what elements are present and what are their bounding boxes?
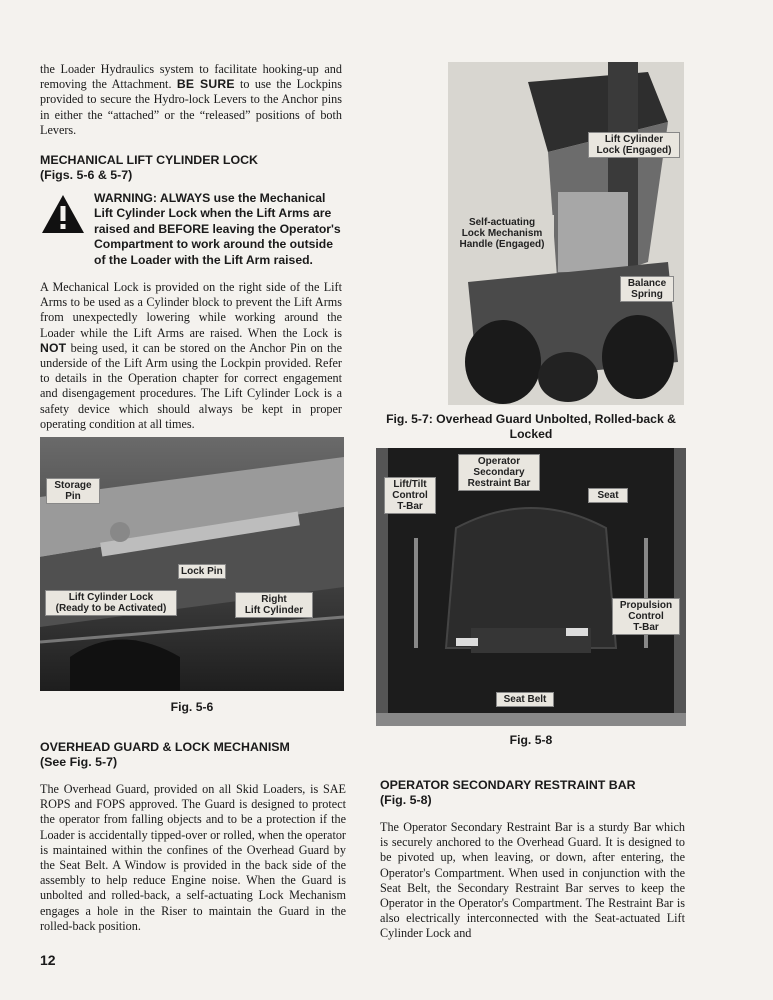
label-propulsion-control: Propulsion Control T-Bar [612, 598, 680, 635]
label-balance-spring: Balance Spring [620, 276, 674, 302]
label-lock-pin: Lock Pin [178, 564, 226, 579]
figure-5-8-photo [376, 448, 686, 726]
overhead-guard-section [40, 740, 346, 934]
overhead-guard-heading: OVERHEAD GUARD & LOCK MECHANISM [40, 740, 290, 754]
intro-text-post: to use the Lockpins provided to secure the Hydro-lock Levers to the Anchor pins in either the “attached” or the “released” positions of both Levers. [40, 77, 343, 137]
warning-text: WARNING: ALWAYS use the Mechanical Lift Cylinder Lock when the Lift Arms are raised and BEFORE leaving the Operator's Compartment to work around the outside of the Loader with the Lift Arm raised. [94, 191, 341, 267]
mech-emphasis: NOT [40, 340, 67, 355]
restraint-bar-section [380, 778, 685, 942]
label-lift-cylinder-lock-engaged: Lift Cylinder Lock (Engaged) [588, 132, 680, 158]
restraint-bar-paragraph: The Operator Secondary Restraint Bar is a sturdy Bar which is securely anchored to the Overhead Guard. It is designed to be pivoted up, when leaving, or down, after entering, the Operator's Compartment. When used in conjunction with the Seat Belt, the Secondary Restraint Bar serves to keep the Operator in the Operator's Compartment. The Restraint Bar is also electrically interconnected with the Seat-actuated Lift Cylinder Lock and [380, 820, 685, 941]
mech-lock-paragraph [40, 280, 342, 432]
intro-paragraph [40, 62, 342, 138]
intro-emphasis: BE SURE [176, 77, 235, 92]
mech-lock-subheading: (Figs. 5-6 & 5-7) [40, 168, 133, 183]
figure-5-6-caption: Fig. 5-6 [170, 700, 214, 714]
figure-5-8-caption: Fig. 5-8 [509, 733, 553, 747]
overhead-guard-paragraph: The Overhead Guard, provided on all Skid Loaders, is SAE ROPS and FOPS approved. The Guard is designed to protect the operator from falling objects and to be a protection if the Loader is accidentally tipped-over or rolled, when the operator is maintained within the confines of the Overhead Guard by the Seat Belt. A Window is provided in the back side of the assembly to help reduce Engine noise. When the Guard is unbolted and rolled-back, a self-actuating Lock Mechanism engages a hole in the Riser to maintain the Guard in the rolled-back position. [40, 782, 346, 933]
label-seat-belt: Seat Belt [496, 692, 554, 707]
label-self-actuating-lock: Self-actuating Lock Mechanism Handle (Engaged) [450, 215, 554, 252]
figure-5-6-photo [40, 437, 344, 691]
mech-text-post: being used, it can be stored on the Anchor Pin on the underside of the Lift Arm using the Lockpin provided. Refer to details in the Operation chapter for correct engagement and disengagement procedures. The Lift Cylinder Lock is a safety device which should always be kept in proper operating condition at all times. [40, 340, 342, 431]
mech-lock-heading: MECHANICAL LIFT CYLINDER LOCK [40, 153, 258, 168]
label-seat: Seat [588, 488, 628, 503]
warning-triangle-icon [40, 193, 86, 235]
restraint-bar-subheading: (Fig. 5-8) [380, 793, 432, 807]
figure-5-7-photo [448, 62, 684, 405]
warning-block [40, 191, 342, 268]
left-column [40, 62, 342, 432]
label-lift-cylinder-lock: Lift Cylinder Lock (Ready to be Activated) [45, 590, 177, 616]
page-number: 12 [40, 952, 56, 968]
label-right-lift-cylinder: Right Lift Cylinder [235, 592, 313, 618]
mech-text-pre: A Mechanical Lock is provided on the right side of the Lift Arms to be used as a Cylinder block to prevent the Lift Arms from unexpectedly lowering while working around the Loader while the Lift Arms are raised. When the Lock is [40, 280, 342, 340]
intro-text-pre: the Loader Hydraulics system to facilitate hooking-up and removing the Attachment. [40, 62, 342, 92]
label-storage-pin: Storage Pin [46, 478, 100, 504]
label-operator-secondary-restraint-bar: Operator Secondary Restraint Bar [458, 454, 540, 491]
restraint-bar-heading: OPERATOR SECONDARY RESTRAINT BAR [380, 778, 636, 792]
figure-5-7-caption: Fig. 5-7: Overhead Guard Unbolted, Rolled-back & Locked [386, 412, 676, 441]
overhead-guard-subheading: (See Fig. 5-7) [40, 755, 118, 769]
label-lift-tilt-control: Lift/Tilt Control T-Bar [384, 477, 436, 514]
